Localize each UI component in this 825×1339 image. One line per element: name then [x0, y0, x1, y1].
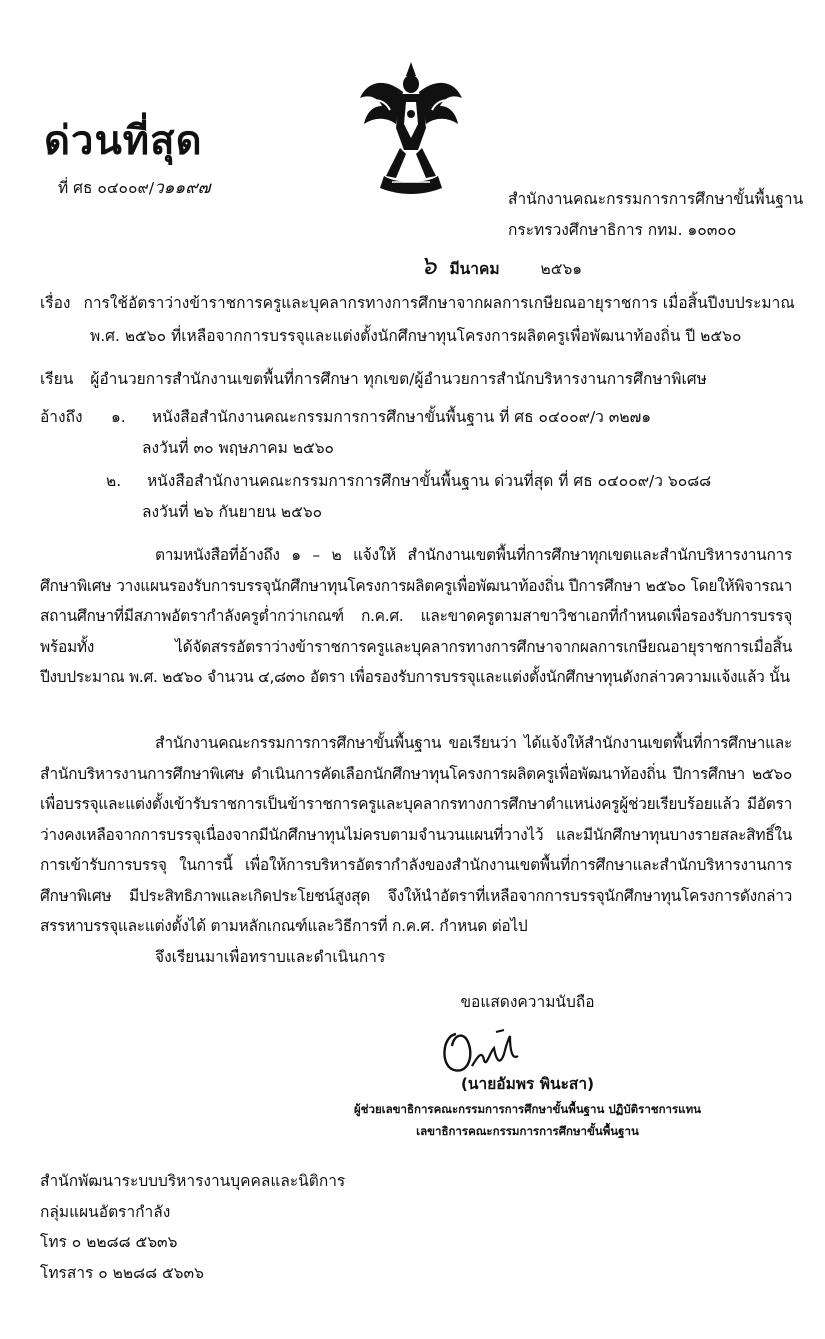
subject-label: เรื่อง: [40, 294, 71, 312]
signatory-title-2: เลขาธิการคณะกรรมการการศึกษาขั้นพื้นฐาน: [416, 1124, 639, 1138]
reference-handwritten-number: ว๑๑๙๗: [154, 178, 211, 198]
subject-line-1: [40, 294, 795, 313]
reference-2-number: ๒.: [106, 472, 122, 490]
reference-1-number: ๑.: [110, 408, 126, 426]
signatory-title-1: ผู้ช่วยเลขาธิการคณะกรรมการการศึกษาขั้นพื้นฐาน ปฏิบัติราชการแทน: [353, 1102, 702, 1116]
footer-office: สำนักพัฒนาระบบบริหารงานบุคคลและนิติการ: [40, 1172, 346, 1190]
reference-2-line-1: [106, 472, 711, 491]
regards-line: ขอแสดงความนับถือ: [460, 993, 595, 1011]
date-day: ๖: [420, 251, 437, 281]
reference-1-text: หนังสือสำนักงานคณะกรรมการการศึกษาขั้นพื้นฐาน ที่ ศธ ๐๔๐๐๙/ว ๓๒๗๑: [151, 408, 652, 426]
urgency-heading: ด่วนที่สุด: [44, 118, 203, 164]
body-paragraph-1-text: ตามหนังสือที่อ้างถึง ๑ – ๒ แจ้งให้ สำนักงานเขตพื้นที่การศึกษาทุกเขตและสำนักบริหารงานการศึกษาพิเศษ วางแผนรองรับการบรรจุนักศึกษาทุนโครงการผลิตครูเพื่อพัฒนาท้องถิ่น ปีการศึกษา ๒๕๖๐ โดยให้พิจารณาสถานศึกษาที่มีสภาพอัตรากำลังครูต่ำกว่าเกณฑ์ ก.ค.ศ. และขาดครูตามสาขาวิชาเอกที่กำหนดเพื่อรองรับการบรรจุ พร้อมทั้ง ได้จัดสรรอัตราว่างข้าราชการครูและบุคลากรทางการศึกษาจากผลการเกษียณอายุราชการเมื่อสิ้นปีงบประมาณ พ.ศ. ๒๕๖๐ จำนวน ๔,๘๓๐ อัตรา เพื่อรองรับการบรรจุและแต่งตั้งนักศึกษาทุนดังกล่าวความแจ้งแล้ว นั้น: [40, 546, 792, 686]
issuing-agency: สำนักงานคณะกรรมการการศึกษาขั้นพื้นฐาน: [508, 190, 804, 208]
body-paragraph-2: [40, 728, 792, 942]
subject-text-1: การใช้อัตราว่างข้าราชการครูและบุคลากรทางการศึกษาจากผลการเกษียณอายุราชการ เมื่อสิ้นปีงบประมาณ: [83, 294, 795, 312]
footer-phone: โทร ๐ ๒๒๘๘ ๕๖๓๖: [40, 1233, 178, 1251]
references-label: อ้างถึง: [40, 408, 83, 426]
ministry-address: กระทรวงศึกษาธิการ กทม. ๑๐๓๐๐: [508, 221, 737, 239]
date-year: ๒๕๖๑: [540, 260, 583, 278]
subject-text-2: พ.ศ. ๒๕๖๐ ที่เหลือจากการบรรจุและแต่งตั้งนักศึกษาทุนโครงการผลิตครูเพื่อพัฒนาท้องถิ่น ปี ๒๕๖๐: [90, 327, 742, 345]
date-month: มีนาคม: [449, 260, 500, 278]
handwritten-signature: [438, 1026, 528, 1076]
recipient-text: ผู้อำนวยการสำนักงานเขตพื้นที่การศึกษา ทุกเขต/ผู้อำนวยการสำนักบริหารงานการศึกษาพิเศษ: [90, 370, 707, 388]
reference-1-line-1: [40, 408, 651, 427]
recipient-line: [40, 370, 707, 389]
reference-1-date: ลงวันที่ ๓๐ พฤษภาคม ๒๕๖๐: [142, 439, 334, 457]
document-reference-number: [58, 178, 210, 199]
footer-group: กลุ่มแผนอัตรากำลัง: [40, 1203, 171, 1221]
signatory-name: (นายอัมพร พินะสา): [460, 1075, 595, 1093]
closing-line: จึงเรียนมาเพื่อทราบและดำเนินการ: [155, 948, 386, 966]
reference-2-text: หนังสือสำนักงานคณะกรรมการการศึกษาขั้นพื้นฐาน ด่วนที่สุด ที่ ศธ ๐๔๐๐๙/ว ๖๐๘๘: [146, 472, 712, 490]
recipient-label: เรียน: [40, 370, 74, 388]
garuda-emblem: [356, 58, 466, 198]
body-paragraph-1: [40, 540, 792, 693]
footer-fax: โทรสาร ๐ ๒๒๘๘ ๕๖๓๖: [40, 1264, 204, 1282]
body-paragraph-2-text: สำนักงานคณะกรรมการการศึกษาขั้นพื้นฐาน ขอเรียนว่า ได้แจ้งให้สำนักงานเขตพื้นที่การศึกษาและสำนักบริหารงานการศึกษาพิเศษ ดำเนินการคัดเลือกนักศึกษาทุนโครงการผลิตครูเพื่อพัฒนาท้องถิ่น ปีการศึกษา ๒๕๖๐ เพื่อบรรจุและแต่งตั้งเข้ารับราชการเป็นข้าราชการครูและบุคลากรทางการศึกษาตำแหน่งครูผู้ช่วยเรียบร้อยแล้ว มีอัตราว่างคงเหลือจากการบรรจุเนื่องจากมีนักศึกษาทุนไม่ครบตามจำนวนแผนที่วางไว้ และมีนักศึกษาทุนบางรายสละสิทธิ์ในการเข้ารับการบรรจุ ในการนี้ เพื่อให้การบริหารอัตรากำลังของสำนักงานเขตพื้นที่การศึกษาและสำนักบริหารงานการศึกษาพิเศษ มีประสิทธิภาพและเกิดประโยชน์สูงสุด จึงให้นำอัตราที่เหลือจากการบรรจุนักศึกษาทุนโครงการดังกล่าว สรรหาบรรจุและแต่งตั้งได้ ตามหลักเกณฑ์และวิธีการที่ ก.ค.ศ. กำหนด ต่อไป: [40, 734, 792, 935]
reference-2-date: ลงวันที่ ๒๖ กันยายน ๒๕๖๐: [142, 503, 323, 521]
reference-prefix: ที่ ศธ ๐๔๐๐๙/: [58, 179, 155, 197]
document-date: [420, 250, 582, 283]
